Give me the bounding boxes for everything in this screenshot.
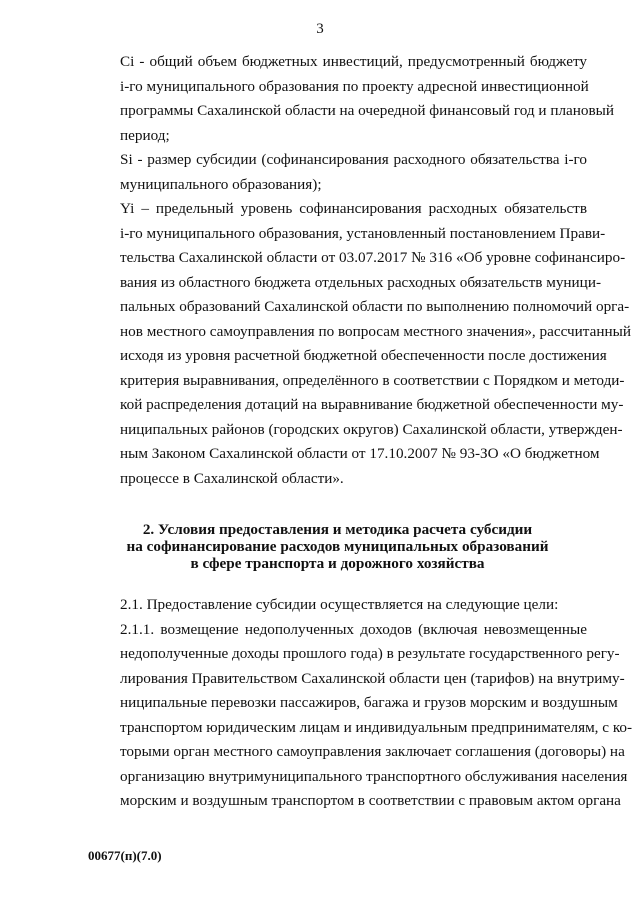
text-line: муниципального образования);: [120, 175, 322, 193]
text-line: нов местного самоуправления по вопросам местного значения», рассчитанный: [120, 322, 631, 340]
text-line: торыми орган местного самоуправления заключает соглашения (договоры) на: [120, 743, 625, 760]
text-line: Si - размер субсидии (софинансирования расходного обязательства i-го: [120, 151, 587, 168]
text-line: пальных образований Сахалинской области по выполнению полномочий орга-: [120, 298, 630, 315]
heading-line: в сфере транспорта и дорожного хозяйства: [190, 555, 485, 572]
text-line: транспортом юридическим лицам и индивидуальным предпринимателям, с ко-: [120, 718, 633, 736]
text-line: i-го муниципального образования по проекту адресной инвестиционной: [120, 77, 589, 95]
text-line: вания из областного бюджета отдельных расходных обязательств муници-: [120, 273, 601, 291]
text-line: кой распределения дотаций на выравнивание бюджетной обеспеченности му-: [120, 396, 624, 413]
text-line: процессе в Сахалинской области».: [120, 469, 344, 487]
paragraph-2-1: [88, 593, 587, 618]
paragraph-si-definition: [88, 148, 587, 197]
paragraph-yi-definition: [88, 197, 631, 491]
text-line: Yi – предельный уровень софинансирования расходных обязательств: [120, 200, 587, 217]
text-line: Ci - общий объем бюджетных инвестиций, предусмотренный бюджету: [120, 53, 587, 70]
page-number: 3: [316, 21, 324, 37]
text-line: период;: [120, 126, 170, 144]
text-line: i-го муниципального образования, установленный постановлением Прави-: [120, 224, 606, 242]
text-line: программы Сахалинской области на очередной финансовый год и плановый: [120, 102, 614, 119]
text-line: 2.1.1. возмещение недополученных доходов (включая невозмещенные: [120, 620, 587, 638]
section-heading: [88, 521, 587, 572]
text-line: ниципальных районов (городских округов) Сахалинской области, утвержден-: [120, 420, 623, 438]
paragraph-2-1-1: [88, 618, 633, 814]
heading-line: на софинансирование расходов муниципальных образований: [126, 538, 549, 555]
text-line: морским и воздушным транспортом в соответствии с правовым актом органа: [120, 792, 621, 809]
document-code: 00677(п)(7.0): [88, 848, 162, 863]
paragraph-ci-definition: [88, 50, 614, 148]
document-body: [88, 50, 633, 814]
heading-line: 2. Условия предоставления и методика расчета субсидии: [142, 521, 533, 538]
text-line: 2.1. Предоставление субсидии осуществляется на следующие цели:: [120, 596, 559, 613]
text-line: тельства Сахалинской области от 03.07.2017 № 316 «Об уровне софинансиро-: [120, 249, 626, 266]
heading-spacer: [88, 572, 587, 593]
text-line: ниципальные перевозки пассажиров, багажа и грузов морским и воздушным: [120, 694, 618, 711]
text-line: недополученные доходы прошлого года) в результате государственного регу-: [120, 645, 620, 662]
text-line: ным Законом Сахалинской области от 17.10.2007 № 93-ЗО «О бюджетном: [120, 445, 600, 462]
text-line: лирования Правительством Сахалинской области цен (тарифов) на внутриму-: [120, 669, 625, 687]
text-line: организацию внутримуниципального транспортного обслуживания населения: [120, 767, 628, 785]
text-line: критерия выравнивания, определённого в соответствии с Порядком и методи-: [120, 371, 625, 389]
text-line: исходя из уровня расчетной бюджетной обеспеченности после достижения: [120, 347, 607, 364]
